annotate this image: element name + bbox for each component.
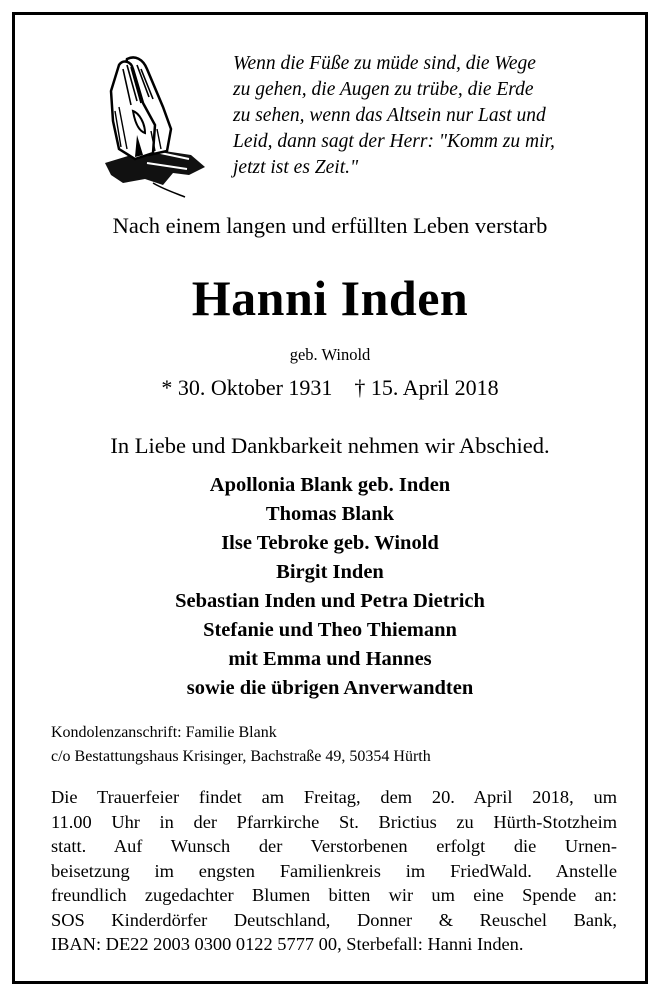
poem-line: Wenn die Füße zu müde sind, die Wege bbox=[233, 53, 536, 74]
obituary-notice bbox=[12, 12, 648, 984]
mourner: Sebastian Inden und Petra Dietrich bbox=[175, 590, 485, 612]
birth-name: geb. Winold bbox=[289, 345, 371, 364]
birth-date: * 30. Oktober 1931 bbox=[161, 375, 333, 400]
funeral-line: 11.00 Uhr in der Pfarrkirche St. Brictius zu Hürth-Stotzheim bbox=[51, 811, 617, 832]
mourner: mit Emma und Hannes bbox=[228, 648, 432, 670]
poem-line: zu sehen, wenn das Altsein nur Last und bbox=[233, 105, 546, 126]
mourner: Ilse Tebroke geb. Winold bbox=[221, 532, 439, 554]
mourner: sowie die übrigen Anverwandten bbox=[186, 677, 474, 699]
funeral-line: freundlich zugedachter Blumen bitten wir um eine Spende an: bbox=[51, 885, 617, 905]
mourner: Birgit Inden bbox=[276, 561, 384, 583]
mourner: Stefanie und Theo Thiemann bbox=[203, 619, 457, 641]
praying-hands-icon bbox=[93, 51, 211, 201]
condolence-address bbox=[51, 721, 431, 769]
condolence-line: Kondolenzanschrift: Familie Blank bbox=[51, 724, 277, 741]
header bbox=[15, 15, 645, 215]
condolence-line: c/o Bestattungshaus Krisinger, Bachstraße 49, 50354 Hürth bbox=[51, 748, 431, 765]
life-dates bbox=[15, 375, 645, 401]
funeral-line: statt. Auf Wunsch der Verstorbenen erfolgt die Urnen- bbox=[51, 836, 617, 856]
funeral-line: Die Trauerfeier findet am Freitag, dem 20. April 2018, um bbox=[51, 787, 617, 807]
farewell-text: In Liebe und Dankbarkeit nehmen wir Abschied. bbox=[110, 433, 550, 458]
funeral-line: beisetzung im engsten Familienkreis im FriedWald. Anstelle bbox=[51, 860, 617, 881]
mourner: Thomas Blank bbox=[265, 503, 395, 525]
funeral-line: IBAN: DE22 2003 0300 0122 5777 00, Sterbefall: Hanni Inden. bbox=[51, 934, 524, 954]
poem-line: jetzt ist es Zeit." bbox=[233, 157, 359, 178]
poem-line: Leid, dann sagt der Herr: "Komm zu mir, bbox=[233, 131, 555, 152]
funeral-line: SOS Kinderdörfer Deutschland, Donner & Reuschel Bank, bbox=[51, 909, 617, 930]
mourners-list bbox=[15, 471, 645, 703]
funeral-details bbox=[51, 785, 617, 957]
intro-text: Nach einem langen und erfüllten Leben verstarb bbox=[112, 213, 548, 238]
deceased-name: Hanni Inden bbox=[191, 270, 469, 326]
poem-line: zu gehen, die Augen zu trübe, die Erde bbox=[233, 79, 534, 100]
death-date: † 15. April 2018 bbox=[354, 375, 499, 400]
poem bbox=[233, 51, 623, 181]
mourner: Apollonia Blank geb. Inden bbox=[209, 474, 451, 496]
